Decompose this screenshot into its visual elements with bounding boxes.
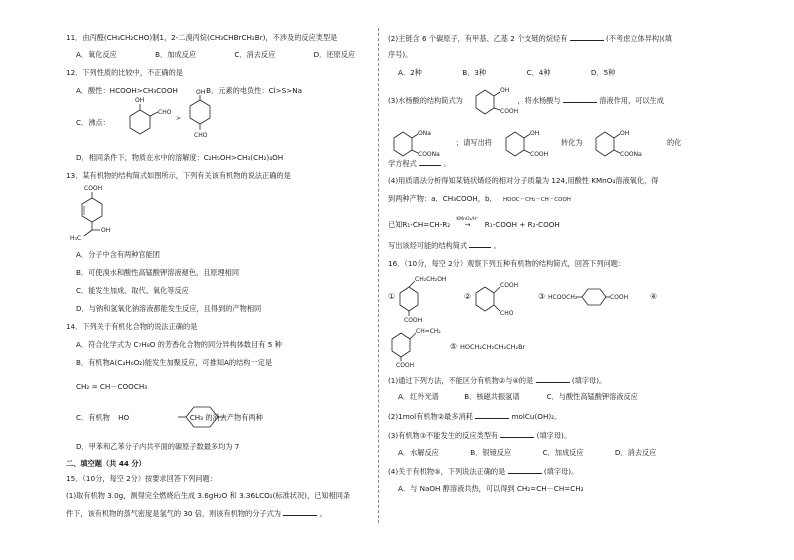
q15-p4-product-b: HOOC－CH₂－CH－COOH	[503, 197, 571, 203]
q16-num-3: ③	[538, 292, 546, 301]
q15-p1-end: 。	[319, 509, 327, 518]
q11-option-d: D．还原反应	[313, 50, 356, 59]
q16-s1-cooh: COOH	[404, 317, 423, 324]
section-2-heading: 二、填空题（共 44 分）	[66, 459, 146, 468]
q14-c-ho: HO	[118, 413, 130, 422]
q15-p4-line4	[388, 240, 501, 251]
q14-c-ch3: CH₃	[189, 413, 204, 422]
q13-s-oh: OH	[101, 227, 111, 234]
q12-d-text: D．相同条件下，物质在水中的溶解度：C₂H₅OH>CH₃(CH₂)₄OH	[76, 153, 284, 162]
q12-b-text: B．元素的电负性：Cl>S>Na	[206, 86, 303, 95]
q16-stem: 16．（10分，每空 2分）观察下列五种有机物的结构简式，回答下列问题：	[388, 259, 626, 268]
q16-s4-cooh: COOH	[396, 362, 415, 369]
q16-num-2: ②	[464, 292, 472, 301]
q14-option-d: D．甲苯和乙苯分子内共平面的碳原子数最多均为 7	[76, 442, 240, 451]
q15-p3-equation-blank[interactable]	[419, 158, 441, 166]
q15-p4-l4-text: 写出该烃可能的结构简式	[388, 241, 468, 250]
q14-option-a: A．符合化学式为 C₇H₈O 的芳香化合物的同分异构体数目有 5 种	[76, 340, 282, 349]
sodium-salt-ona: ONa	[418, 130, 431, 137]
q15-p2-text: (2)主链含 6 个碳原子，有甲基、乙基 2 个支链的烷烃有	[388, 34, 568, 43]
q14-c-post: 的消去产物有两种	[205, 413, 263, 422]
q15-p3-l3-text: 学方程式	[388, 159, 417, 168]
q16-num-4: ④	[650, 292, 658, 301]
q16-s2-cho: CHO	[500, 310, 514, 317]
q15-p1-answer-blank[interactable]	[283, 508, 317, 516]
benzene-ring-1	[130, 110, 150, 134]
q16-p3	[388, 430, 571, 441]
q16-p1-option-b: B．核磁共振氢谱	[464, 392, 520, 401]
q15-p1b-text: 件下，该有机物的蒸气密度是氢气的 30 倍，则该有机物的分子式为	[66, 509, 281, 518]
q14-option-b: B．有机物A(C₄H₆O₂)能发生加聚反应，可推知A的结构一定是	[76, 358, 273, 367]
column-divider	[378, 28, 379, 523]
q12-c-gt: >	[176, 115, 182, 122]
q16-p2-text: (2)1mol有机物②最多消耗	[388, 412, 473, 421]
q15-p3-mid: ，将水杨酸与	[517, 96, 561, 105]
q15-p3-l3-end: 。	[443, 159, 451, 168]
salicylic-acid-structure	[470, 82, 530, 118]
q16-p1-end: (填字母)。	[571, 376, 607, 385]
q16-p3-text: (3)有机物③不能发生的反应类型有	[388, 431, 499, 440]
q15-p4-line2	[388, 194, 571, 205]
q16-p1-answer-blank[interactable]	[536, 375, 570, 383]
q16-p4-answer-blank[interactable]	[508, 466, 542, 474]
q15-p3-line3	[388, 158, 451, 169]
q16-num-5: ⑤	[450, 342, 458, 351]
q15-p2-answer-blank[interactable]	[570, 33, 604, 41]
benzene-ring-2	[190, 100, 210, 124]
q13-option-d: D．与钠和氢氧化钠溶液都能发生反应，且得到的产物相同	[76, 304, 262, 313]
q15-p4-answer-blank[interactable]	[469, 240, 491, 248]
q16-s3-pre: HCOOCH₂	[548, 294, 578, 301]
q15-p3-pre: (3)水杨酸的结构简式为	[388, 96, 463, 105]
q15-p4-l4-end: 。	[493, 241, 501, 250]
q13-option-b: B．可使溴水和酸性高锰酸钾溶液褪色，且原理相同	[76, 268, 240, 277]
q12-a-text: A．酸性：HCOOH>CH₃COOH	[76, 86, 178, 95]
q15-p3-l2b: 转化为	[561, 138, 583, 147]
q16-p3-answer-blank[interactable]	[500, 430, 534, 438]
q15-p3-l2a: ；请写出将	[456, 138, 492, 147]
q15-p3-from-cooh: COOH	[530, 151, 549, 158]
q16-p3-option-b: B．银镜反应	[470, 448, 512, 457]
q15-p1a: (1)取有机物 3.0g，测得完全燃烧后生成 3.6gH₂O 和 3.36LCO₂(标准状况)，已知相同条	[66, 491, 351, 500]
q14-stem: 14．下列关于有机化合物的说法正确的是	[66, 322, 198, 331]
q15-p4-line1: (4)用质谱法分析得知某链状烯烃的相对分子质量为 124,用酸性 KMnO₄溶液氧化，得	[388, 176, 659, 185]
q15-p2-line1	[388, 33, 672, 44]
q15-p3-answer-blank[interactable]	[563, 95, 597, 103]
q14-c-pre: C．有机物	[76, 413, 110, 422]
q13-structure	[70, 184, 130, 246]
q16-p4-option-a: A．与 NaOH 醇溶液共热，可以得到 CH₂=CH－CH=CH₂	[398, 484, 584, 493]
q15-p2-text-end: (不考虑立体异构)(填	[606, 34, 672, 43]
q12-c-text: C．沸点：	[76, 118, 110, 127]
q12-c-structures	[118, 89, 258, 154]
q16-p1	[388, 375, 606, 386]
q13-option-a: A．分子中含有两种官能团	[76, 250, 160, 259]
q16-p1-option-c: C．与酸性高锰酸钾溶液反应	[546, 392, 638, 401]
sodium-salt-coona: COONa	[418, 151, 440, 158]
q15-p3-to-oh: OH	[620, 130, 630, 137]
q16-p2	[388, 411, 561, 422]
q16-structures-row1	[388, 275, 718, 325]
q13-stem: 13．某有机物的结构简式如图所示，下列有关该有机物的说法正确的是	[66, 171, 291, 180]
q16-p1-options	[398, 392, 638, 402]
q15-p4-arrow-label: KMnO₄/H⁺	[456, 217, 479, 222]
q15-p2-line2: 序号)。	[388, 50, 413, 59]
q16-p3-option-a: A．水解反应	[398, 448, 439, 457]
q15-p2-option-a: A．2种	[398, 68, 422, 77]
q16-s2-cooh: COOH	[500, 282, 519, 289]
q16-p3-options	[398, 448, 656, 458]
q15-p4-products: R₁-COOH + R₂-COOH	[484, 220, 560, 229]
q16-p2-end: molCu(OH)₂。	[511, 412, 562, 421]
q12-stem: 12．下列性质的比较中，不正确的是	[66, 68, 183, 77]
q16-p3-option-d: D．消去反应	[614, 448, 657, 457]
q16-num-1: ①	[388, 292, 396, 301]
q13-option-c: C．能发生加成、取代、氧化等反应	[76, 286, 189, 295]
q11-options	[76, 50, 391, 60]
q12-c-cho2: CHO	[194, 132, 208, 139]
q12-c-oh2: OH	[196, 89, 206, 96]
q14-option-b2: CH₂ = CH－COOCH₃	[76, 382, 148, 391]
q15-p3-from-oh: OH	[530, 130, 540, 137]
q15-p3-post: 溶液作用，可以生成	[599, 96, 664, 105]
q13-s-h3c: H₃C	[70, 235, 82, 242]
q16-s5: HOCH₂CH₂CH₂CH₂Br	[460, 343, 526, 351]
q15-p4-arrow: KMnO₄/H⁺ →	[452, 220, 482, 230]
q16-s3-cooh: COOH	[610, 294, 629, 301]
q16-p3-option-c: C．加成反应	[542, 448, 584, 457]
q15-p2-option-b: B．3种	[462, 68, 487, 77]
q16-p1-text: (1)通过下列方法，不能区分有机物②与④的是	[388, 376, 534, 385]
q16-p4	[388, 466, 578, 477]
q16-s4-ch: CH=CH₂	[416, 328, 441, 335]
q15-p4-reactant: 已知R₁-CH=CH-R₂	[388, 220, 451, 229]
q14-c-cyclohexane	[178, 404, 238, 432]
q15-stem: 15．（10分，每空 2分）按要求回答下列问题：	[66, 474, 217, 483]
q12-c-cho1: CHO	[158, 109, 172, 116]
q15-p2-options	[398, 68, 653, 78]
q15-p2-option-c: C．4种	[526, 68, 551, 77]
q16-p3-end: (填字母)。	[536, 431, 572, 440]
q16-structures-row2	[388, 325, 718, 369]
q16-p4-end: (填字母)。	[543, 467, 579, 476]
salicylic-oh: OH	[500, 87, 510, 94]
salicylic-cooh: COOH	[500, 108, 519, 115]
q13-s-cooh: COOH	[84, 185, 103, 192]
q15-p4-l2-text: 到两种产物：a．CH₃COOH，b．	[388, 194, 497, 203]
q11-option-a: A．氧化反应	[76, 50, 117, 59]
q12-c-oh1: OH	[135, 97, 145, 104]
q11-option-b: B．加成反应	[155, 50, 197, 59]
q11-stem: 11．由丙醛(CH₃CH₂CHO)制1，2-二溴丙烷(CH₃CHBrCH₂Br)，不涉及的反应类型是	[66, 33, 338, 42]
cyclohexene-ring	[82, 198, 102, 222]
q15-p3-to-coona: COONa	[620, 151, 642, 158]
q16-p1-option-a: A．红外光谱	[398, 392, 439, 401]
q15-p3-l2c: 的化	[667, 138, 682, 147]
q11-option-c: C．消去反应	[234, 50, 276, 59]
q15-p1b	[66, 508, 327, 519]
q16-p2-answer-blank[interactable]	[475, 411, 509, 419]
q15-p2-option-d: D．5种	[590, 68, 616, 77]
q16-s1-ch2ch2oh: CH₂CH₂OH	[415, 276, 447, 283]
q15-p4-line3	[388, 217, 560, 230]
q16-p4-text: (4)关于有机物⑤，下列说法正确的是	[388, 467, 506, 476]
